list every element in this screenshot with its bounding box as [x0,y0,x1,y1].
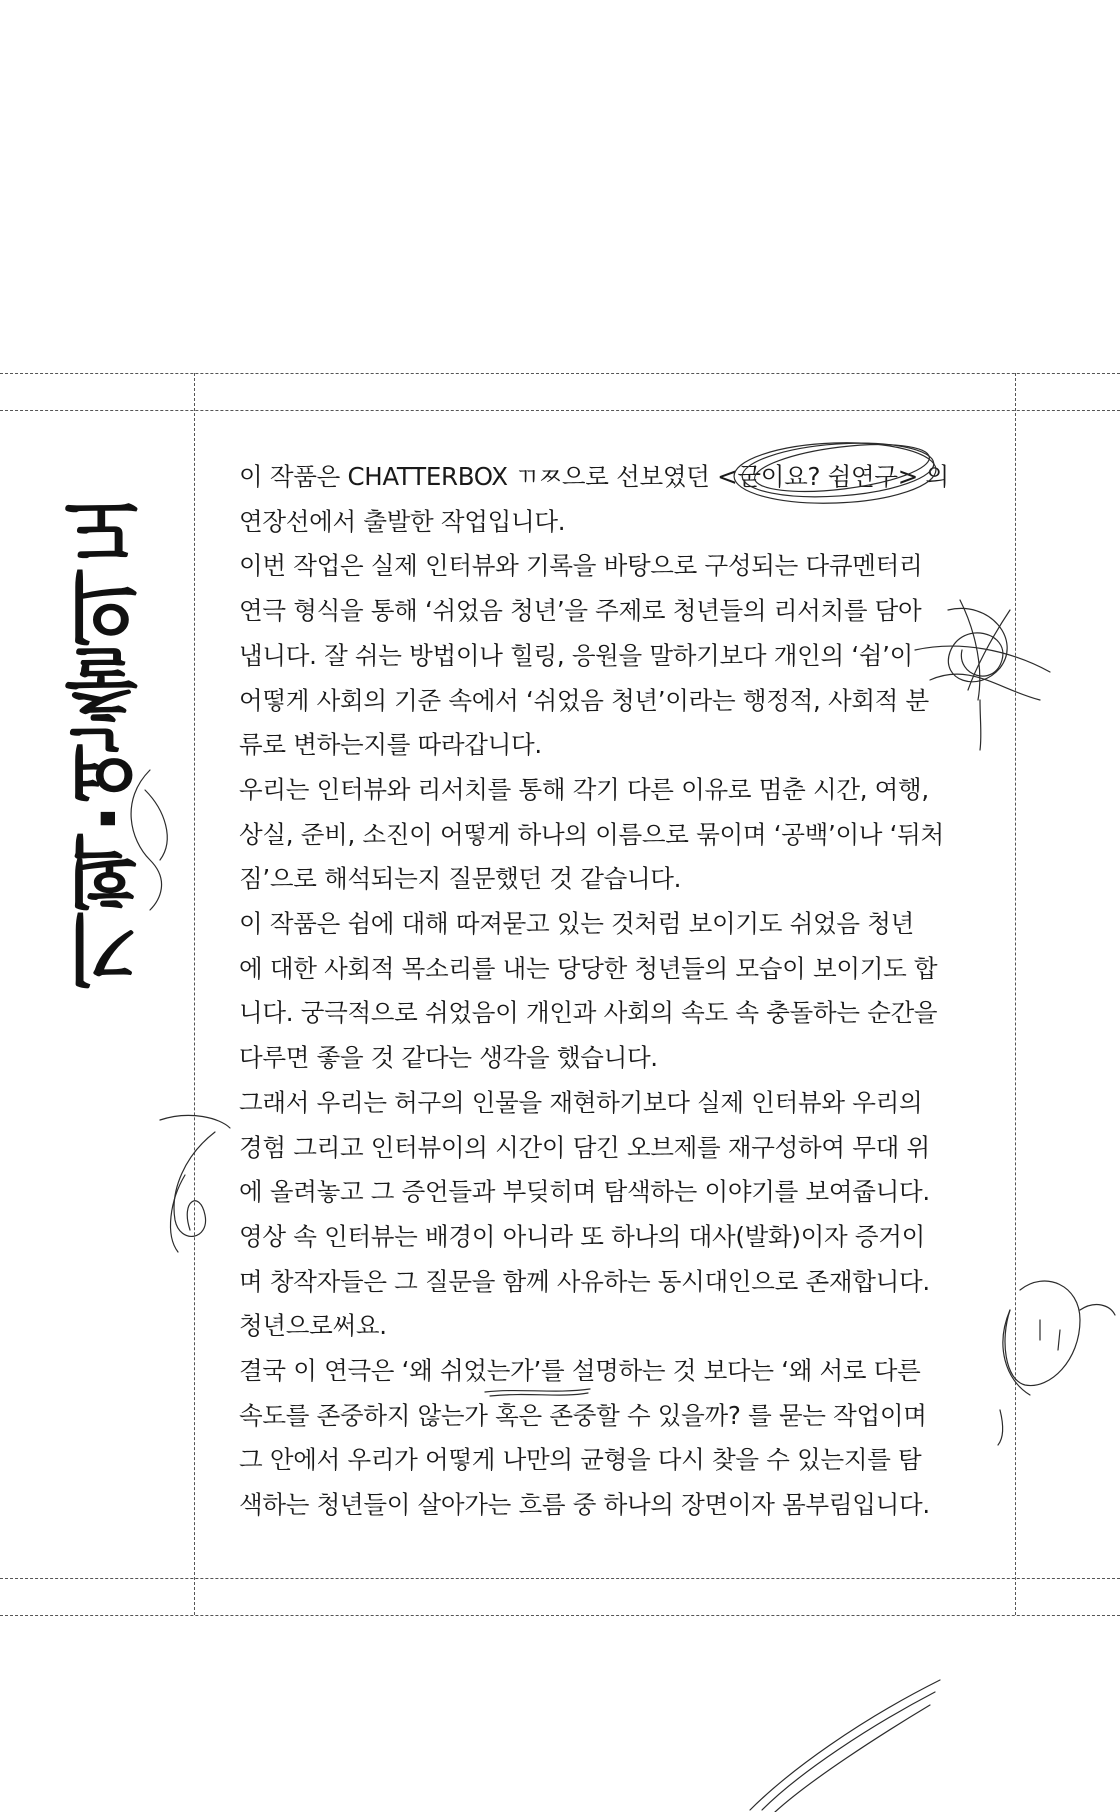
text-line: 청년으로써요. [239,1311,387,1341]
scribble-left-mid [160,1115,230,1252]
text-line: 그래서 우리는 허구의 인물을 재현하기보다 실제 인터뷰와 우리의 [239,1087,923,1117]
text-line: 영상 속 인터뷰는 배경이 아니라 또 하나의 대사(발화)이자 증거이 [239,1221,925,1251]
dashed-guide-bottom-2 [0,1615,1120,1616]
text-line: 짐’으로 해석되는지 질문했던 것 같습니다. [239,864,682,894]
text-line: 이 작품은 쉼에 대해 따져묻고 있는 것처럼 보이기도 쉬었음 청년 [239,909,914,939]
text-line: 류로 변하는지를 따라갑니다. [239,730,542,760]
intent-body [239,455,984,1528]
text-line: 다루면 좋을 것 같다는 생각을 했습니다. [239,1043,658,1073]
dashed-guide-top-1 [0,373,1120,374]
text-line: 에 올려놓고 그 증언들과 부딪히며 탐색하는 이야기를 보여줍니다. [239,1177,930,1207]
dashed-guide-left [194,373,195,1615]
text-line: 연극 형식을 통해 ‘쉬었음 청년’을 주제로 청년들의 리서치를 담아 [239,596,922,626]
text-line: 연장선에서 출발한 작업입니다. [239,506,566,536]
text-line: 경험 그리고 인터뷰이의 시간이 담긴 오브제를 재구성하여 무대 위 [239,1132,930,1162]
text-line: 니다. 궁극적으로 쉬었음이 개인과 사회의 속도 속 충돌하는 순간을 [239,998,938,1028]
text-line: 그 안에서 우리가 어떻게 나만의 균형을 다시 찾을 수 있는지를 탐 [239,1445,922,1475]
dashed-guide-bottom-1 [0,1578,1120,1579]
text-line: 상실, 준비, 소진이 어떻게 하나의 이름으로 묶이며 ‘공백’이나 ‘뒤처 [239,819,944,849]
text-line: 색하는 청년들이 살아가는 흐름 중 하나의 장면이자 몸부림입니다. [239,1490,930,1520]
section-title: 기획·연출의도 [63,490,152,990]
text-line: 결국 이 연극은 ‘왜 쉬었는가’를 설명하는 것 보다는 ‘왜 서로 다른 [239,1356,921,1386]
diagonal-scribble-bottom [750,1680,940,1812]
text-line: 이번 작업은 실제 인터뷰와 기록을 바탕으로 구성되는 다큐멘터리 [239,551,923,581]
text-line: 우리는 인터뷰와 리서치를 통해 각기 다른 이유로 멈춘 시간, 여행, [239,774,929,804]
dashed-guide-top-2 [0,410,1120,411]
text-line: 며 창작자들은 그 질문을 함께 사유하는 동시대인으로 존재합니다. [239,1266,930,1296]
text-line: 어떻게 사회의 기준 속에서 ‘쉬었음 청년’이라는 행정적, 사회적 분 [239,685,929,715]
text-line: 에 대한 사회적 목소리를 내는 당당한 청년들의 모습이 보이기도 합 [239,953,938,983]
dashed-guide-right [1015,373,1016,1615]
text-line: 냅니다. 잘 쉬는 방법이나 힐링, 응원을 말하기보다 개인의 ‘쉼’이 [239,640,914,670]
text-line: 속도를 존중하지 않는가 혹은 존중할 수 있을까? 를 묻는 작업이며 [239,1400,927,1430]
text-line: 이 작품은 CHATTERBOX ㄲㅉ으로 선보였던 <굳이요? 쉼연구> 의 [239,462,949,491]
